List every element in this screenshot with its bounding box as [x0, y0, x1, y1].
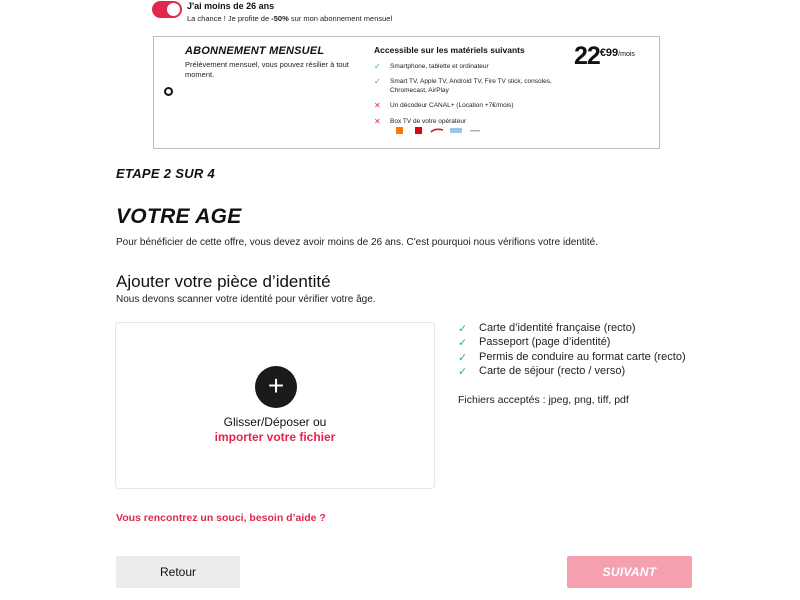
sosh-logo [468, 127, 482, 134]
check-icon: ✓ [458, 352, 468, 364]
upload-title: Ajouter votre pièce d’identité [116, 272, 331, 291]
offer-price: $22^{€99/mois}$ [574, 42, 635, 70]
cross-icon: ✕ [374, 117, 381, 126]
age-toggle[interactable] [152, 1, 182, 18]
import-file-link[interactable]: importer votre fichier [214, 430, 336, 444]
free-logo [430, 127, 444, 134]
check-icon: ✓ [458, 323, 468, 335]
check-icon: ✓ [374, 77, 381, 86]
offer-description: Prélèvement mensuel, vous pouvez résilier à tout moment. [185, 60, 349, 79]
back-button[interactable]: Retour [116, 556, 240, 588]
bouygues-logo [449, 127, 463, 134]
cross-icon: ✕ [374, 101, 381, 110]
features-title: Accessible sur les matériels suivants [374, 45, 525, 55]
help-link[interactable]: Vous rencontrez un souci, besoin d’aide ? [116, 512, 326, 524]
offer-title: ABONNEMENT MENSUEL [185, 45, 325, 57]
add-file-icon[interactable]: + [255, 366, 297, 408]
orange-logo [392, 127, 406, 134]
accepted-formats: Fichiers acceptés : jpeg, png, tiff, pdf [458, 394, 629, 406]
offer-radio[interactable] [164, 87, 173, 96]
toggle-knob [167, 3, 180, 16]
step-indicator: ETAPE 2 SUR 4 [116, 166, 216, 181]
upload-subtitle: Nous devons scanner votre identité pour vérifier votre âge. [116, 294, 376, 305]
dropzone-text: Glisser/Déposer ou [223, 415, 327, 429]
check-icon: ✓ [458, 366, 468, 378]
page-intro: Pour bénéficier de cette offre, vous devez avoir moins de 26 ans. C'est pourquoi nous vérifions votre identité. [116, 237, 598, 248]
page-title: VOTRE AGE [116, 205, 242, 228]
age-toggle-label: J'ai moins de 26 ans [187, 1, 275, 11]
check-icon: ✓ [458, 337, 468, 349]
age-toggle-description: La chance ! Je profite de -50% sur mon abonnement mensuel [187, 14, 393, 23]
operator-logos [392, 127, 482, 137]
next-button[interactable]: SUIVANT [567, 556, 692, 588]
sfr-logo [411, 127, 425, 134]
check-icon: ✓ [374, 62, 381, 71]
